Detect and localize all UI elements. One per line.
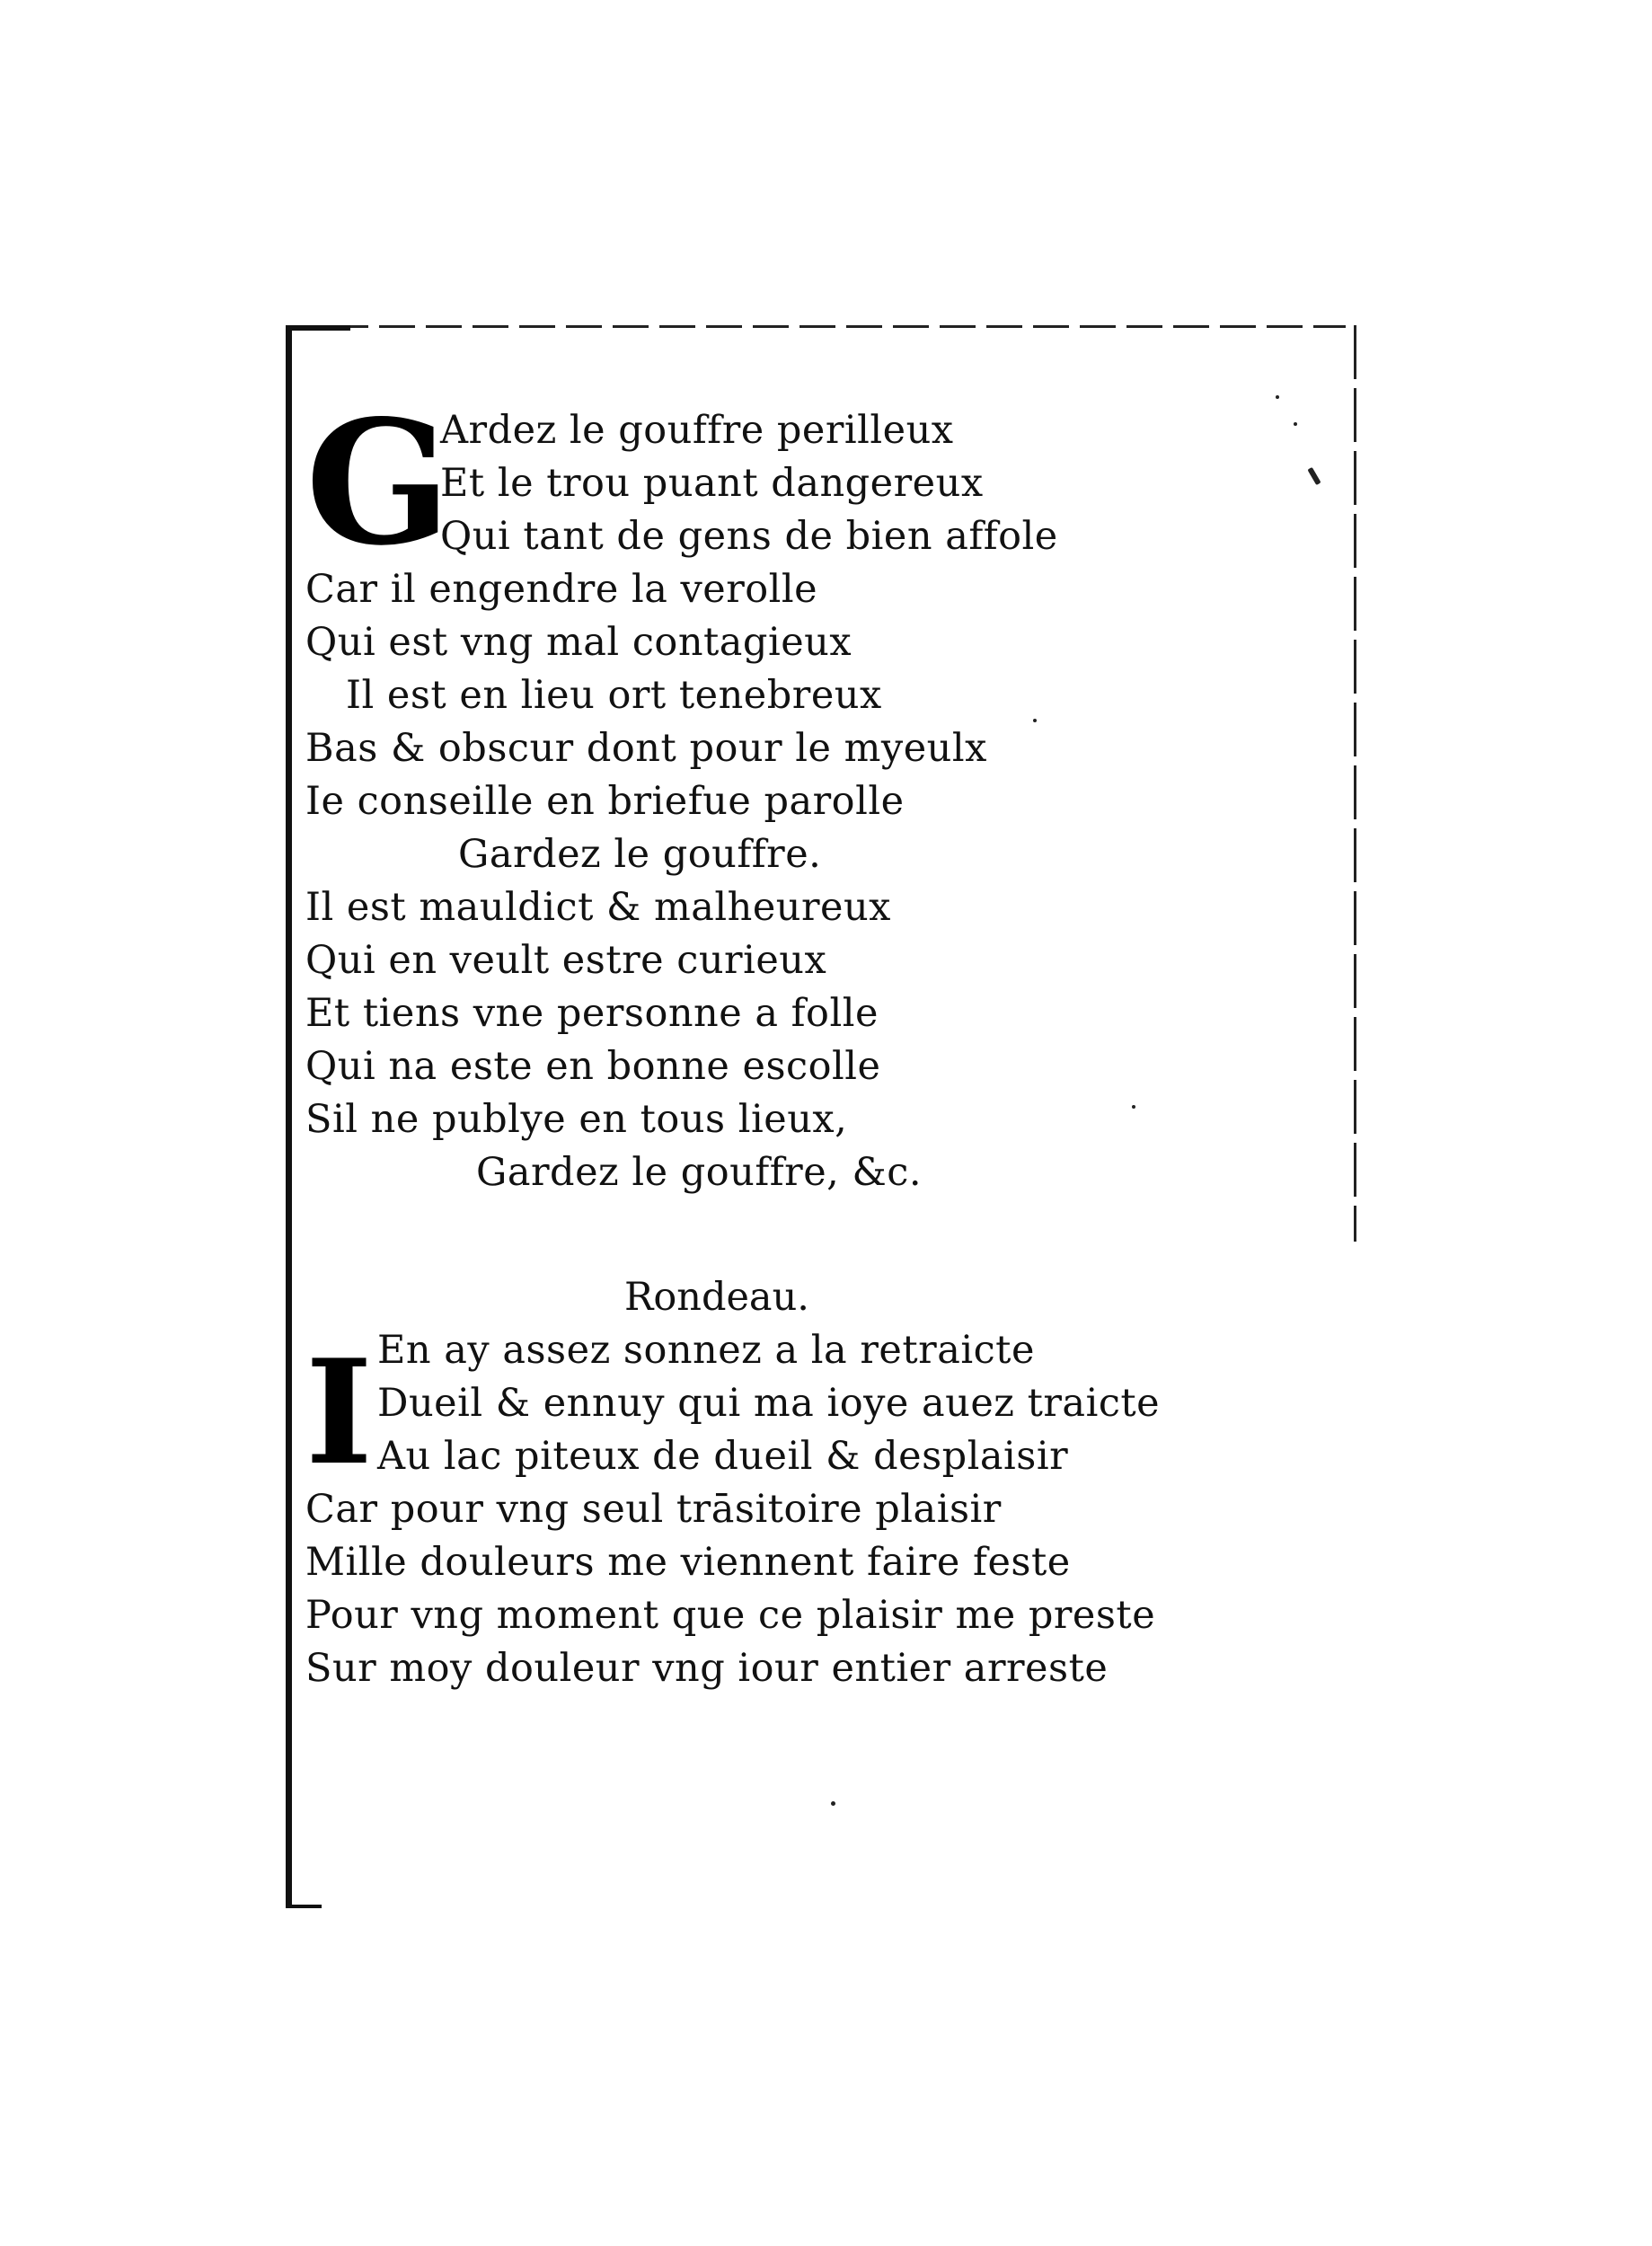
poem-line: Sur moy douleur vng iour entier arreste (305, 1646, 1109, 1691)
poem-line: Mille douleurs me viennent faire feste (305, 1540, 1071, 1585)
frame-right-rule (1354, 325, 1356, 1242)
poem-line: Il est en lieu ort tenebreux (346, 673, 882, 718)
poem-line: En ay assez sonnez a la retraicte (377, 1328, 1035, 1373)
refrain-line: Gardez le gouffre, &c. (476, 1150, 923, 1195)
dropcap-i: I (305, 1328, 373, 1497)
refrain-line: Gardez le gouffre. (458, 832, 822, 877)
rondeau-title: Rondeau. (624, 1275, 809, 1320)
ink-speck (831, 1801, 835, 1806)
frame-left-rule (286, 325, 292, 1908)
poem-line: Ie conseille en briefue parolle (305, 779, 905, 824)
poem-line: Et le trou puant dangereux (440, 461, 984, 506)
ink-speck (1033, 719, 1037, 722)
poem-line: Qui est vng mal contagieux (305, 620, 853, 665)
poem-line: Ardez le gouffre perilleux (440, 408, 954, 453)
poem-line: Sil ne publye en tous lieux, (305, 1097, 848, 1142)
poem-line: Dueil & ennuy qui ma ioye auez traicte (377, 1381, 1161, 1426)
ink-speck (1132, 1105, 1135, 1109)
poem-line: Au lac piteux de dueil & desplaisir (377, 1434, 1069, 1479)
poem-line: Il est mauldict & malheureux (305, 885, 891, 930)
poem-two (305, 1324, 1204, 1695)
poem-line: Pour vng moment que ce plaisir me preste (305, 1593, 1156, 1638)
poem-line: Et tiens vne personne a folle (305, 991, 879, 1036)
frame-bottom-corner (286, 1905, 322, 1908)
poem-line: Car pour vng seul trāsitoire plaisir (305, 1487, 1002, 1532)
ink-speck (1294, 422, 1297, 426)
poem-one (305, 383, 1204, 1199)
poem-line: Qui na este en bonne escolle (305, 1044, 881, 1089)
poem-line: Bas & obscur dont pour le myeulx (305, 726, 987, 771)
frame-top-rule (286, 325, 1346, 328)
poem-line: Qui en veult estre curieux (305, 938, 827, 983)
poem-line: Qui tant de gens de bien affole (440, 514, 1058, 559)
ink-speck (1276, 395, 1279, 399)
dropcap-g: G (305, 383, 452, 583)
poem-line: Car il engendre la verolle (305, 567, 818, 612)
frame-top-corner (286, 325, 350, 331)
